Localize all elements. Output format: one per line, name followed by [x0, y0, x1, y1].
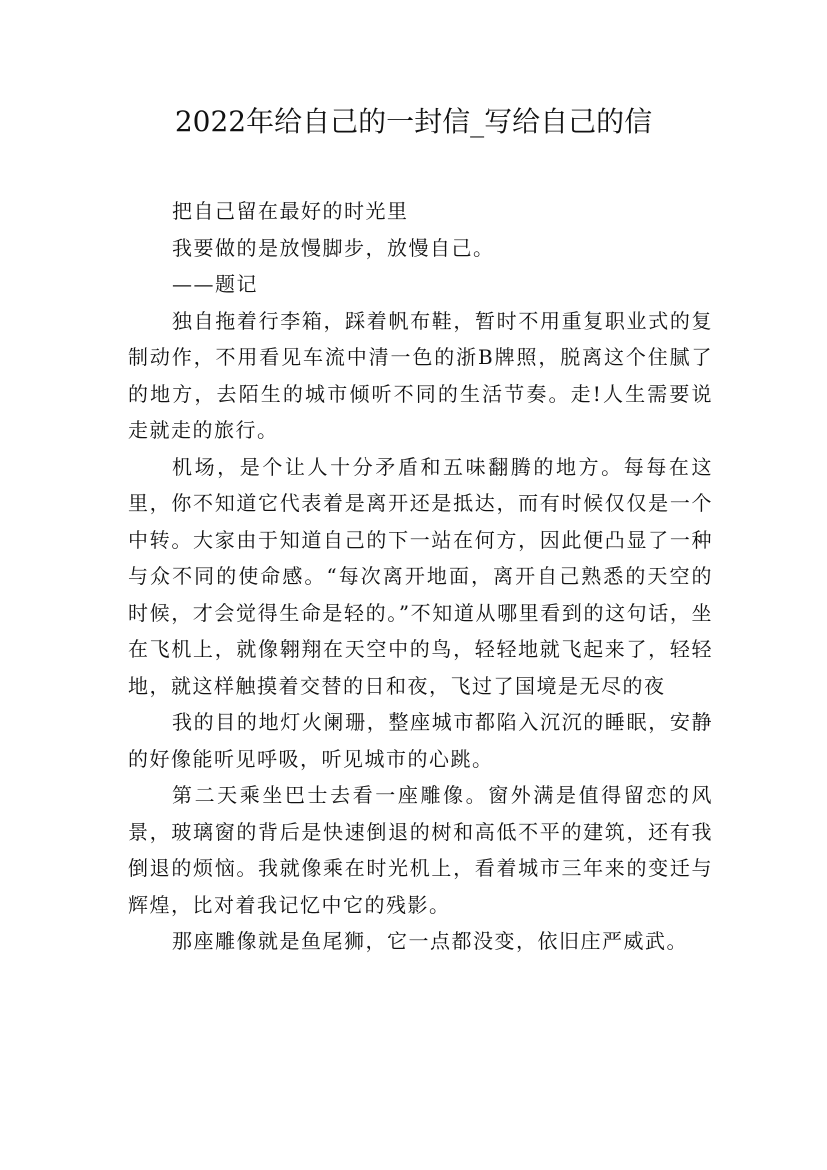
document-body — [128, 193, 713, 960]
paragraph: 我的目的地灯火阑珊，整座城市都陷入沉沉的睡眠，安静的好像能听见呼吸，听见城市的心跳。 — [128, 710, 713, 771]
paragraph: 机场，是个让人十分矛盾和五味翻腾的地方。每每在这里，你不知道它代表着是离开还是抵达，而有时候仅仅是一个中转。大家由于知道自己的下一站在何方，因此便凸显了一种与众不同的使命感。“每次离开地面，离开自己熟悉的天空的时候，才会觉得生命是轻的。”不知道从哪里看到的这句话，坐在飞机上，就像翱翔在天空中的鸟，轻轻地就飞起来了，轻轻地，就这样触摸着交替的日和夜，飞过了国境是无尽的夜 — [128, 454, 713, 698]
paragraph: 独自拖着行李箱，踩着帆布鞋，暂时不用重复职业式的复制动作，不用看见车流中清一色的浙B牌照，脱离这个住腻了的地方，去陌生的城市倾听不同的生活节奏。走!人生需要说走就走的旅行。 — [128, 308, 713, 442]
paragraph: 我要做的是放慢脚步，放慢自己。 — [172, 235, 495, 260]
paragraph: ——题记 — [172, 272, 258, 296]
paragraph: 第二天乘坐巴士去看一座雕像。窗外满是值得留恋的风景，玻璃窗的背后是快速倒退的树和高低不平的建筑，还有我倒退的烦恼。我就像乘在时光机上，看着城市三年来的变迁与辉煌，比对着我记忆中它的残影。 — [128, 783, 713, 917]
paragraph: 那座雕像就是鱼尾狮，它一点都没变，依旧庄严威武。 — [172, 929, 688, 953]
document-title: 2022年给自己的一封信_写给自己的信 — [174, 105, 653, 138]
paragraph: 把自己留在最好的时光里 — [172, 199, 409, 223]
